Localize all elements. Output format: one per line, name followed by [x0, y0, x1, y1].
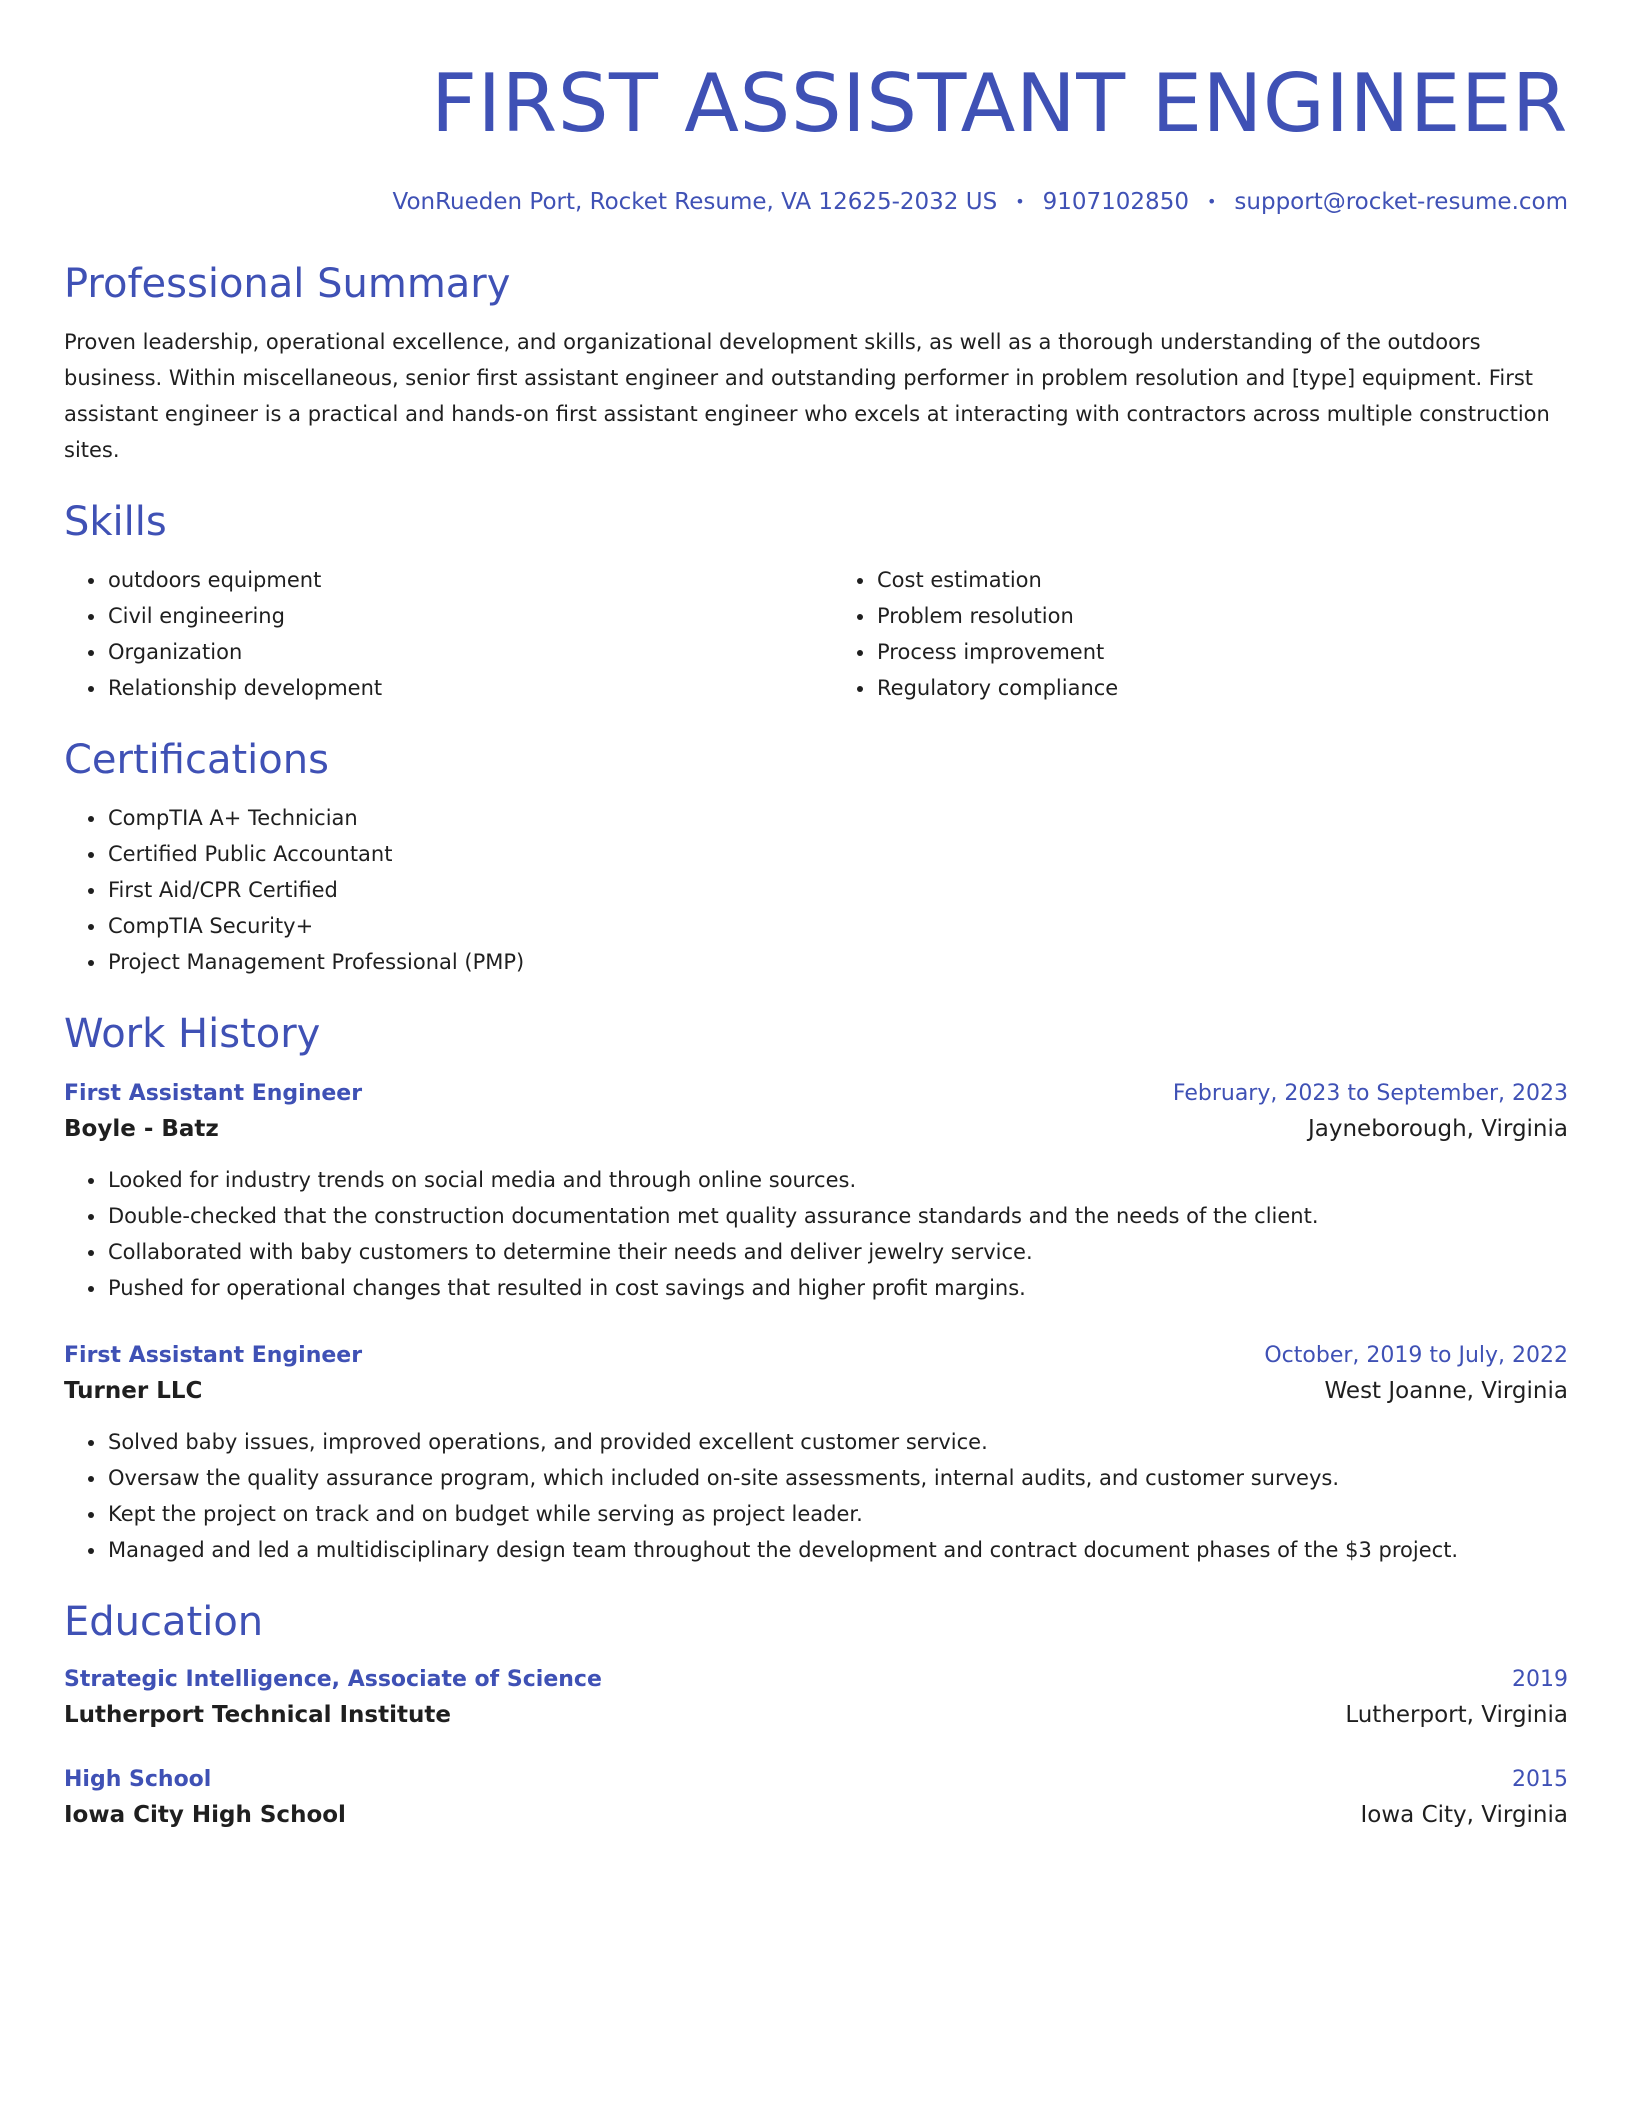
contact-separator: • [1015, 192, 1025, 211]
contact-address: VonRueden Port, Rocket Resume, VA 12625-2032 US [392, 189, 998, 215]
education-head [64, 1664, 1568, 1696]
skill-item: • Process improvement [876, 634, 1568, 670]
skills-list-left [64, 562, 845, 706]
education-entry [64, 1664, 1568, 1734]
education-school: Iowa City High School [64, 1802, 346, 1828]
certification-item: • First Aid/CPR Certified [107, 872, 1568, 908]
skill-item: • Organization [107, 634, 845, 670]
summary-text: Proven leadership, operational excellence, and organizational development skills, as well as a thorough understanding of the outdoors business. Within miscellaneous, senior first assistant engineer and outstanding performer in problem resolution and [type] equipment. First assistant engineer is a practical and hands-on first assistant engineer who excels at interacting with contractors across multiple construction sites. [64, 330, 1550, 462]
education-location: Lutherport, Virginia [1345, 1702, 1568, 1728]
job-dates: February, 2023 to September, 2023 [1172, 1081, 1568, 1106]
certifications-heading: Certifications [64, 737, 329, 783]
certifications-list [64, 800, 1568, 980]
job-company-row [64, 1110, 1568, 1148]
summary-section [64, 260, 1568, 468]
job-title: First Assistant Engineer [64, 1081, 363, 1106]
certifications-section [64, 736, 1568, 980]
education-school-row [64, 1796, 1568, 1834]
education-heading: Education [64, 1599, 264, 1645]
skills-section [64, 498, 1568, 706]
certification-item: • CompTIA A+ Technician [107, 800, 1568, 836]
contact-phone: 9107102850 [1042, 189, 1189, 215]
job-bullets [64, 1162, 1568, 1306]
education-school: Lutherport Technical Institute [64, 1702, 451, 1728]
job-location: West Joanne, Virginia [1324, 1378, 1568, 1404]
job-bullet: • Solved baby issues, improved operations, and provided excellent customer service. [107, 1424, 1568, 1460]
education-degree: Strategic Intelligence, Associate of Science [64, 1667, 602, 1692]
job-bullet: • Looked for industry trends on social media and through online sources. [107, 1162, 1568, 1198]
job-title: First Assistant Engineer [64, 1343, 363, 1368]
job-dates: October, 2019 to July, 2022 [1264, 1343, 1568, 1368]
skill-item: • Cost estimation [876, 562, 1568, 598]
skill-item: • Relationship development [107, 670, 845, 706]
job-bullet: • Double-checked that the construction documentation met quality assurance standards and the needs of the client. [107, 1198, 1568, 1234]
skills-grid [64, 546, 1568, 706]
contact-separator: • [1206, 192, 1217, 211]
job-bullet: • Oversaw the quality assurance program, which included on-site assessments, internal audits, and customer surveys. [107, 1460, 1568, 1496]
resume-header [64, 56, 1568, 216]
certification-item: • Certified Public Accountant [107, 836, 1568, 872]
education-entry [64, 1764, 1568, 1834]
certification-item: • CompTIA Security+ [107, 908, 1568, 944]
job-bullets [64, 1424, 1568, 1568]
job-bullet: • Collaborated with baby customers to determine their needs and deliver jewelry service. [107, 1234, 1568, 1270]
job-company: Boyle - Batz [64, 1116, 219, 1142]
education-location: Iowa City, Virginia [1360, 1802, 1568, 1828]
job-head [64, 1078, 1568, 1110]
skills-heading: Skills [64, 499, 167, 545]
skill-item: • Civil engineering [107, 598, 845, 634]
job-location: Jayneborough, Virginia [1307, 1116, 1568, 1142]
education-year: 2015 [1512, 1767, 1568, 1792]
work-history-heading: Work History [64, 1011, 321, 1057]
job-entry [64, 1078, 1568, 1306]
contact-email: support@rocket-resume.com [1234, 189, 1568, 215]
skill-item: • Regulatory compliance [876, 670, 1568, 706]
job-head [64, 1340, 1568, 1372]
job-bullet: • Managed and led a multidisciplinary design team throughout the development and contract document phases of the $3 project. [107, 1532, 1568, 1568]
job-bullet: • Kept the project on track and on budget while serving as project leader. [107, 1496, 1568, 1532]
work-history-section [64, 1010, 1568, 1568]
skill-item: • Problem resolution [876, 598, 1568, 634]
certification-item: • Project Management Professional (PMP) [107, 944, 1568, 980]
job-company: Turner LLC [64, 1378, 203, 1404]
job-bullet: • Pushed for operational changes that resulted in cost savings and higher profit margins. [107, 1270, 1568, 1306]
page-title: FIRST ASSISTANT ENGINEER [431, 57, 1568, 150]
contact-line [64, 188, 1568, 216]
education-year: 2019 [1512, 1667, 1568, 1692]
job-company-row [64, 1372, 1568, 1410]
education-section [64, 1598, 1568, 1834]
summary-heading: Professional Summary [64, 261, 511, 307]
skill-item: • outdoors equipment [107, 562, 845, 598]
education-head [64, 1764, 1568, 1796]
skills-list-right [845, 562, 1568, 706]
education-degree: High School [64, 1767, 212, 1792]
job-entry [64, 1340, 1568, 1568]
education-school-row [64, 1696, 1568, 1734]
